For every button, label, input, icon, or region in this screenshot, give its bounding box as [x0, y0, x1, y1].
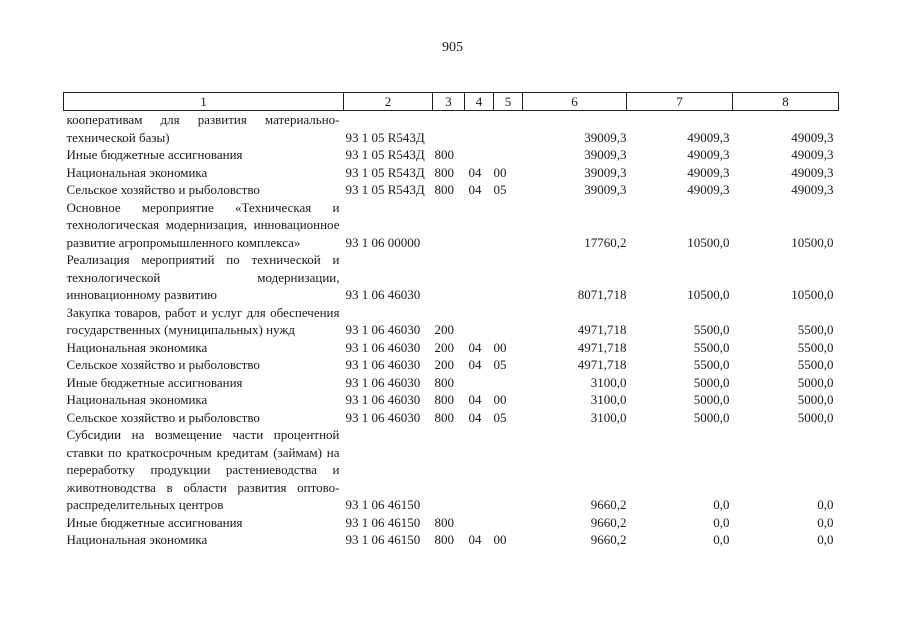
row-amount-col-8: 5500,0: [797, 357, 834, 372]
header-col-6: 6: [523, 93, 627, 111]
row-kvr: 200: [434, 339, 454, 355]
row-amount-col-7: 5000,0: [693, 409, 730, 425]
row-pr: [494, 251, 523, 304]
row-amount-col-8: 5500,0: [797, 322, 834, 337]
row-amount-col-7: 10500,0: [687, 287, 730, 302]
row-rz: [465, 199, 494, 252]
row-amount-col-7: 5000,0: [693, 392, 730, 407]
page-number: 905: [442, 40, 463, 55]
row-amount-col-6: 4971,718: [577, 322, 627, 337]
row-amount-col-8: 49009,3: [791, 164, 834, 180]
header-col-5: 5: [494, 93, 523, 111]
row-amount-col-7: 10500,0: [687, 234, 730, 250]
row-amount-col-7: 5500,0: [693, 322, 730, 337]
row-amount-col-6: 4971,718: [577, 339, 627, 355]
row-amount-col-8: 5000,0: [797, 409, 834, 425]
row-kvr: 800: [434, 392, 454, 407]
row-name: Национальная экономика: [66, 532, 208, 547]
row-amount-col-6: 39009,3: [584, 147, 627, 162]
row-name: Иные бюджетные ассигнования: [66, 374, 243, 390]
row-rz: 04: [468, 532, 482, 547]
row-rz: 04: [468, 409, 482, 425]
row-pr: 00: [493, 532, 507, 547]
row-kvr: 800: [434, 409, 454, 425]
row-kvr: [433, 251, 465, 304]
table-header: [64, 93, 839, 111]
row-amount-col-7: 49009,3: [687, 147, 730, 162]
row-pr: 00: [493, 392, 507, 407]
row-amount-col-6: 9660,2: [590, 514, 627, 530]
row-amount-col-8: 5000,0: [797, 392, 834, 407]
row-amount-col-8: 0,0: [817, 532, 834, 547]
row-kcsr: 93 1 06 46030: [345, 374, 421, 390]
row-amount-col-8: 5000,0: [797, 374, 834, 390]
row-amount-col-7: 5000,0: [693, 374, 730, 390]
row-rz: [465, 304, 494, 339]
header-col-1: 1: [64, 93, 344, 111]
row-name: Закупка товаров, работ и услуг для обеспечения государственных (муниципальных) нужд: [66, 304, 340, 337]
row-kvr: 800: [434, 532, 454, 547]
row-rz: [465, 111, 494, 147]
row-name: Национальная экономика: [66, 164, 208, 180]
table-row: [64, 339, 839, 357]
row-rz: 04: [468, 182, 482, 197]
row-amount-col-7: 5500,0: [693, 339, 730, 355]
row-amount-col-7: 0,0: [713, 532, 730, 547]
row-amount-col-6: 9660,2: [590, 532, 627, 547]
table-row: [64, 304, 839, 339]
row-pr: [494, 304, 523, 339]
row-kcsr: 93 1 06 46030: [345, 392, 421, 407]
table-row: [64, 426, 839, 514]
row-pr: [494, 111, 523, 147]
row-kcsr: 93 1 06 46150: [345, 532, 421, 547]
row-kcsr: 93 1 06 46030: [345, 357, 421, 372]
header-col-7: 7: [627, 93, 733, 111]
row-kvr: 800: [434, 514, 454, 530]
table-row: [64, 199, 839, 252]
row-pr: [494, 146, 523, 164]
row-amount-col-7: 49009,3: [687, 164, 730, 180]
row-amount-col-6: 39009,3: [584, 129, 627, 145]
row-name: Иные бюджетные ассигнования: [66, 514, 243, 530]
row-rz: [465, 374, 494, 392]
row-pr: [494, 374, 523, 392]
table-row: [64, 374, 839, 392]
header-col-2: 2: [344, 93, 433, 111]
row-kcsr: 93 1 05 R543Д: [345, 182, 425, 197]
header-col-4: 4: [465, 93, 494, 111]
table-row: [64, 356, 839, 374]
table-row: [64, 251, 839, 304]
row-kvr: [433, 111, 465, 147]
row-amount-col-6: 17760,2: [584, 234, 627, 250]
table-body: [64, 111, 839, 549]
row-amount-col-6: 39009,3: [584, 182, 627, 197]
row-kcsr: 93 1 05 R543Д: [345, 164, 425, 180]
row-name: Сельское хозяйство и рыболовство: [66, 409, 260, 425]
row-amount-col-8: 10500,0: [791, 287, 834, 302]
table-row: [64, 164, 839, 182]
row-rz: 04: [468, 357, 482, 372]
row-kcsr: 93 1 06 46150: [345, 514, 421, 530]
row-name: Национальная экономика: [66, 339, 208, 355]
row-amount-col-6: 4971,718: [577, 357, 627, 372]
table-row: [64, 391, 839, 409]
row-pr: 05: [493, 357, 507, 372]
row-amount-col-6: 3100,0: [590, 374, 627, 390]
table-row: [64, 146, 839, 164]
row-amount-col-8: 0,0: [817, 514, 834, 530]
row-name: Сельское хозяйство и рыболовство: [66, 357, 260, 372]
row-kcsr: 93 1 06 46030: [345, 339, 421, 355]
row-rz: [465, 514, 494, 532]
row-amount-col-6: 3100,0: [590, 392, 627, 407]
row-kvr: 800: [434, 182, 454, 197]
row-kcsr: 93 1 05 R543Д: [345, 129, 425, 145]
row-amount-col-8: 0,0: [817, 497, 834, 512]
row-pr: [494, 426, 523, 514]
row-kcsr: 93 1 06 46030: [345, 322, 421, 337]
row-amount-col-8: 49009,3: [791, 147, 834, 162]
row-amount-col-6: 3100,0: [590, 409, 627, 425]
row-amount-col-8: 5500,0: [797, 339, 834, 355]
row-amount-col-8: 49009,3: [791, 182, 834, 197]
row-name: Национальная экономика: [66, 392, 208, 407]
row-kvr: 800: [434, 147, 454, 162]
table-row: [64, 514, 839, 532]
row-amount-col-6: 39009,3: [584, 164, 627, 180]
row-pr: [494, 514, 523, 532]
row-kvr: 200: [434, 322, 454, 337]
row-rz: [465, 251, 494, 304]
row-pr: 00: [493, 339, 507, 355]
row-pr: 05: [493, 409, 507, 425]
row-kcsr: 93 1 06 46030: [345, 287, 421, 302]
row-kcsr: 93 1 05 R543Д: [345, 147, 425, 162]
row-kvr: [433, 426, 465, 514]
header-col-3: 3: [433, 93, 465, 111]
row-amount-col-7: 0,0: [713, 514, 730, 530]
header-col-8: 8: [733, 93, 839, 111]
row-pr: 00: [493, 164, 507, 180]
row-rz: 04: [468, 164, 482, 180]
row-name: Иные бюджетные ассигнования: [66, 147, 243, 162]
row-kvr: [433, 199, 465, 252]
header-row: [64, 93, 839, 111]
row-rz: [465, 426, 494, 514]
row-amount-col-6: 9660,2: [590, 497, 627, 512]
table-row: [64, 181, 839, 199]
table-row: [64, 111, 839, 147]
row-kcsr: 93 1 06 00000: [345, 234, 421, 250]
row-name: Реализация мероприятий по технической и технологической модернизации, инновационному развитию: [66, 252, 340, 302]
row-name: кооперативам для развития материально-технической базы): [66, 112, 340, 145]
row-pr: 05: [493, 182, 507, 197]
row-name: Основное мероприятие «Техническая и технологическая модернизация, инновационное развитие агропромышленного комплекса»: [66, 199, 340, 250]
row-amount-col-7: 5500,0: [693, 357, 730, 372]
row-name: Субсидии на возмещение части процентной ставки по краткосрочным кредитам (займам) на переработку продукции растениеводства и животноводства в области развития оптово-распределительных центров: [66, 427, 340, 512]
row-kvr: 800: [434, 374, 454, 390]
row-rz: 04: [468, 392, 482, 407]
row-amount-col-7: 0,0: [713, 497, 730, 512]
row-rz: 04: [468, 339, 482, 355]
row-amount-col-7: 49009,3: [687, 182, 730, 197]
table-row: [64, 531, 839, 549]
row-amount-col-8: 49009,3: [791, 129, 834, 145]
row-amount-col-8: 10500,0: [791, 234, 834, 250]
row-kvr: 200: [434, 357, 454, 372]
table-row: [64, 409, 839, 427]
row-name: Сельское хозяйство и рыболовство: [66, 182, 260, 197]
row-kvr: 800: [434, 164, 454, 180]
row-amount-col-7: 49009,3: [687, 129, 730, 145]
row-pr: [494, 199, 523, 252]
row-kcsr: 93 1 06 46030: [345, 409, 421, 425]
row-amount-col-6: 8071,718: [577, 287, 627, 302]
row-kcsr: 93 1 06 46150: [345, 497, 421, 512]
budget-table: [63, 92, 839, 549]
row-rz: [465, 146, 494, 164]
